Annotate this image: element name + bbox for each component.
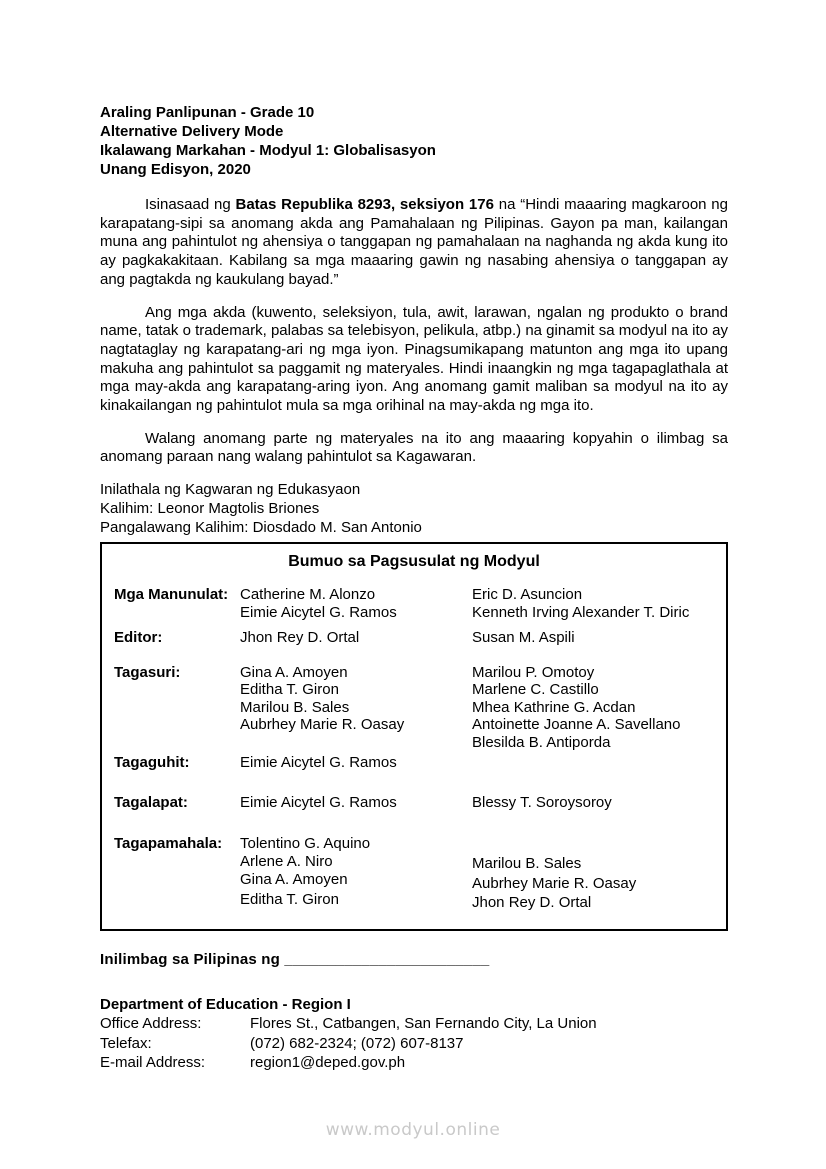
credit-name: Tolentino G. Aquino — [240, 835, 371, 853]
module-title-line: Unang Edisyon, 2020 — [100, 161, 251, 178]
credit-name: Marilou B. Sales — [472, 855, 582, 873]
credits-names-column — [240, 754, 472, 772]
credit-name: Eric D. Asuncion — [472, 586, 583, 604]
credit-name: Editha T. Giron — [240, 890, 339, 908]
telefax-label: Telefax: — [100, 1034, 152, 1052]
credits-names-column — [472, 754, 714, 772]
module-title-block — [100, 103, 728, 179]
credit-name: Blessy T. Soroysoroy — [472, 793, 612, 811]
copyright-paragraph-1-prefix: Isinasaad ng — [145, 196, 236, 213]
credit-name: Susan M. Aspili — [472, 629, 575, 647]
credits-role-label: Tagalapat: — [114, 793, 188, 811]
credits-role-label: Mga Manunulat: — [114, 586, 229, 604]
credit-name: Marlene C. Castillo — [472, 681, 599, 699]
credits-names-column — [240, 835, 472, 913]
credit-name: Aubrhey Marie R. Oasay — [240, 716, 405, 734]
email-value: region1@deped.gov.ph — [250, 1054, 406, 1072]
publisher-block — [100, 481, 728, 537]
office-name: Department of Education - Region I — [100, 995, 351, 1013]
module-title-line: Ikalawang Markahan - Modyul 1: Globalisasyon — [100, 142, 436, 159]
credit-name: Marilou B. Sales — [240, 698, 350, 716]
office-address-label: Office Address: — [100, 1015, 202, 1033]
credits-names-column — [472, 586, 714, 621]
publisher-line: Inilathala ng Kagwaran ng Edukasyaon — [100, 481, 361, 499]
credit-name: Gina A. Amoyen — [240, 663, 348, 681]
credits-row-illustrator — [114, 754, 714, 772]
office-address-row — [100, 1014, 728, 1034]
credit-name: Editha T. Giron — [240, 681, 339, 699]
credits-names-column — [240, 586, 472, 621]
copyright-paragraph-2: Ang mga akda (kuwento, seleksiyon, tula, awit, larawan, ngalan ng produkto o brand name, tatak o trademark, palabas sa telebisyon, pelikula, atbp.) na ginamit sa modyul na ito ay nagtataglay ng karapatang-ari ng mga iyon. Pinagsumikapang matunton ang mga ito upang makuha ang pahintulot sa paggamit ng materyales. Hindi inaangkin ng mga tagapaglathala at mga may-akda ang karapatang-aring iyon. Ang anomang gamit maliban sa modyul na ito ay kinakailangan ng pahintulot mula sa mga orihinal na may-akda ng mga ito. — [100, 303, 728, 415]
credits-names-column — [240, 629, 472, 647]
credits-table — [100, 542, 728, 931]
credit-name: Eimie Aicytel G. Ramos — [240, 603, 397, 621]
credit-name: Eimie Aicytel G. Ramos — [240, 793, 397, 811]
printer-blank-line: ________________________ — [284, 950, 490, 968]
credit-name: Mhea Kathrine G. Acdan — [472, 698, 636, 716]
page-content — [100, 103, 728, 1073]
credits-row-layout-artist — [114, 794, 714, 812]
copyright-paragraph-1-rest: na “Hindi maaaring magkaroon ng karapatang-sipi sa anomang akda ang Pamahalaan ng Pilipinas. Gayon pa man, kailangan muna ang pahintulot ng ahensiya o tanggapan ng pamahalaan na naghanda ng akda kung ito ay pagkakakitaan. Kabilang sa mga maaaring gawin ng nasabing ahensiya o tanggapan ay ang pagtakda ng kaukulang bayad.” — [100, 196, 728, 288]
printed-in-philippines-line — [100, 951, 728, 968]
credit-name: Antoinette Joanne A. Savellano — [472, 716, 681, 734]
credits-table-title: Bumuo sa Pagsusulat ng Modyul — [288, 553, 540, 571]
credit-name: Blesilda B. Antiporda — [472, 733, 611, 751]
credits-names-column — [472, 794, 714, 812]
credits-names-column — [472, 629, 714, 647]
credit-name: Jhon Rey D. Ortal — [240, 629, 360, 647]
credits-role-label: Tagasuri: — [114, 663, 181, 681]
telefax-value: (072) 682-2324; (072) 607-8137 — [250, 1034, 464, 1052]
telefax-row — [100, 1034, 728, 1054]
credits-names-column — [240, 794, 472, 812]
credits-names-column — [472, 835, 714, 913]
credits-names-column — [240, 664, 472, 752]
undersecretary-line: Pangalawang Kalihim: Diosdado M. San Antonio — [100, 518, 422, 536]
credits-role-label: Tagaguhit: — [114, 754, 190, 772]
credits-role-label: Tagapamahala: — [114, 835, 223, 853]
office-address-value: Flores St., Catbangen, San Fernando City, La Union — [250, 1015, 597, 1033]
copyright-paragraph-3: Walang anomang parte ng materyales na ito ang maaaring kopyahin o ilimbag sa anomang paraan nang walang pahintulot sa Kagawaran. — [100, 429, 728, 466]
email-label: E-mail Address: — [100, 1054, 206, 1072]
email-row — [100, 1053, 728, 1073]
credit-name: Jhon Rey D. Ortal — [472, 894, 592, 912]
credits-names-column — [472, 664, 714, 752]
module-title-line: Araling Panlipunan - Grade 10 — [100, 104, 315, 121]
site-watermark: www.modyul.online — [325, 1120, 501, 1140]
printed-in-philippines-label: Inilimbag sa Pilipinas ng — [100, 950, 285, 968]
credits-row-writers — [114, 586, 714, 621]
credit-name: Eimie Aicytel G. Ramos — [240, 754, 397, 772]
credit-name: Marilou P. Omotoy — [472, 663, 595, 681]
credit-name: Aubrhey Marie R. Oasay — [472, 874, 637, 892]
module-title-line: Alternative Delivery Mode — [100, 123, 284, 140]
credits-row-management — [114, 835, 714, 913]
secretary-line: Kalihim: Leonor Magtolis Briones — [100, 499, 320, 517]
credits-row-reviewers — [114, 664, 714, 752]
credit-name: Gina A. Amoyen — [240, 871, 348, 889]
credits-role-label: Editor: — [114, 629, 163, 647]
copyright-paragraph-1 — [100, 196, 728, 290]
credits-row-editor — [114, 629, 714, 647]
credit-name: Arlene A. Niro — [240, 852, 333, 870]
office-contact-block — [100, 995, 728, 1073]
copyright-law-reference: Batas Republika 8293, seksiyon 176 — [235, 196, 494, 213]
credit-name: Kenneth Irving Alexander T. Diric — [472, 603, 690, 621]
credit-name: Catherine M. Alonzo — [240, 586, 376, 604]
